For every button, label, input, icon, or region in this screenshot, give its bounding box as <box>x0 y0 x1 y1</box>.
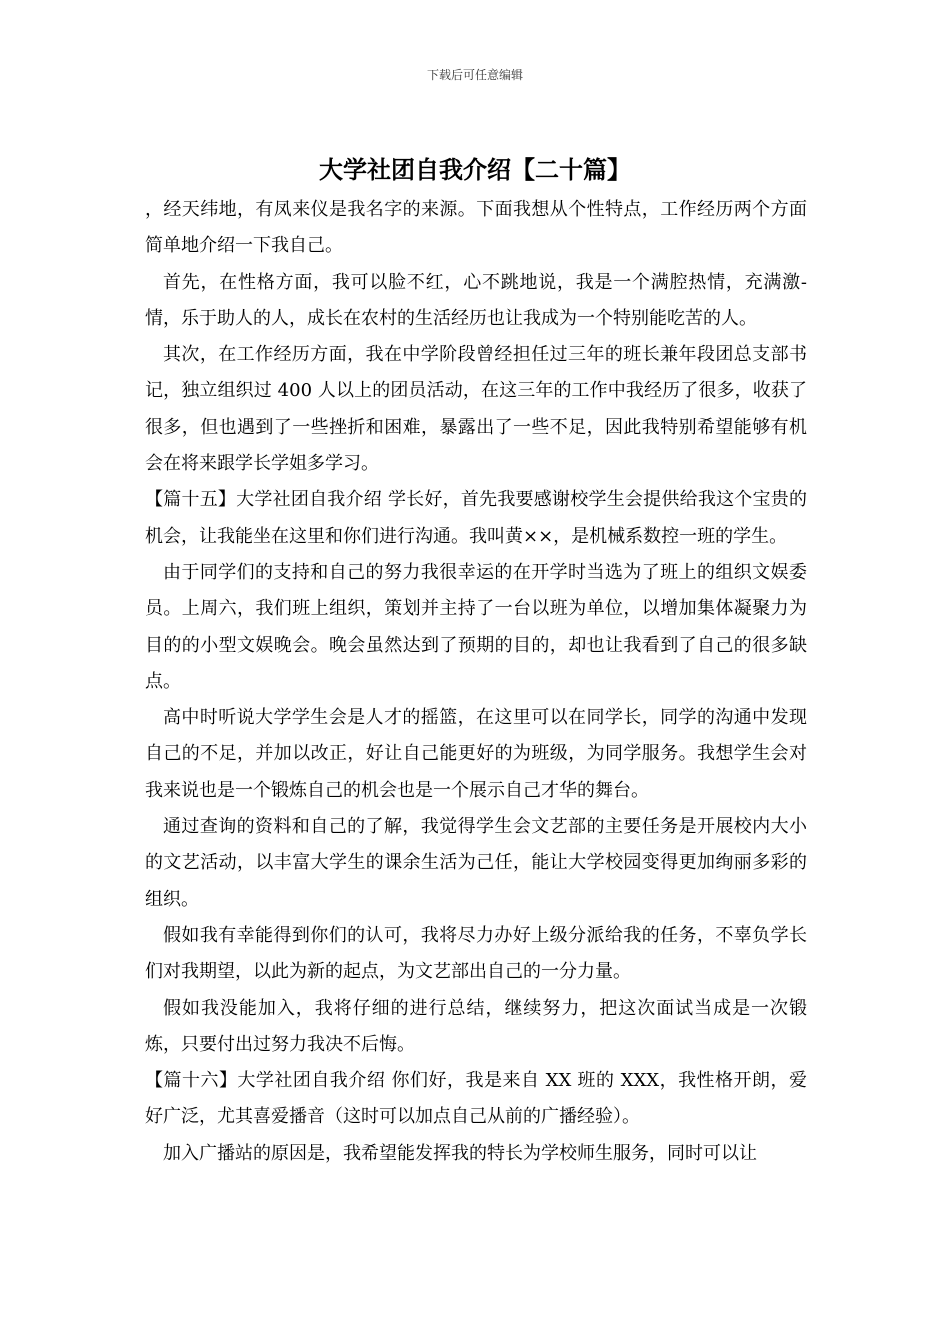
paragraph-5: 由于同学们的支持和自己的努力我很幸运的在开学时当选为了班上的组织文娱委员。上周六，我们班上组织，策划并主持了一台以班为单位，以增加集体凝聚力为目的的小型文娱晚会。晚会虽然达到了预期的目的，却也让我看到了自己的很多缺点。 <box>145 561 807 692</box>
paragraph-9: 假如我没能加入，我将仔细的进行总结，继续努力，把这次面试当成是一次锻炼，只要付出过努力我决不后悔。 <box>145 997 807 1055</box>
paragraph-4: 【篇十五】大学社团自我介绍 学长好，首先我要感谢校学生会提供给我这个宝贵的机会，让我能坐在这里和你们进行沟通。我叫黄××，是机械系数控一班的学生。 <box>145 489 807 547</box>
paragraph-7: 通过查询的资料和自己的了解，我觉得学生会文艺部的主要任务是开展校内大小的文艺活动，以丰富大学生的课余生活为己任，能让大学校园变得更加绚丽多彩的组织。 <box>145 816 807 910</box>
paragraph-2: 首先，在性格方面，我可以脸不红，心不跳地说，我是一个满腔热情，充满激-情，乐于助人的人，成长在农村的生活经历也让我成为一个特别能吃苦的人。 <box>145 271 807 329</box>
paragraph-1: ，经天纬地，有凤来仪是我名字的来源。下面我想从个性特点，工作经历两个方面简单地介绍一下我自己。 <box>145 199 807 257</box>
paragraph-10: 【篇十六】大学社团自我介绍 你们好，我是来自 XX 班的 XXX，我性格开朗，爱好广泛，尤其喜爱播音（这时可以加点自己从前的广播经验）。 <box>145 1070 807 1128</box>
document-body <box>145 192 807 1172</box>
paragraph-8: 假如我有幸能得到你们的认可，我将尽力办好上级分派给我的任务，不辜负学长们对我期望，以此为新的起点，为文艺部出自己的一分力量。 <box>145 924 807 983</box>
document-title: 大学社团自我介绍【二十篇】 <box>319 156 631 184</box>
paragraph-11: 加入广播站的原因是，我希望能发挥我的特长为学校师生服务，同时可以让 <box>163 1142 757 1164</box>
page-header-note: 下载后可任意编辑 <box>426 68 523 82</box>
paragraph-6: 高中时听说大学学生会是人才的摇篮，在这里可以在同学长，同学的沟通中发现自己的不足，并加以改正，好让自己能更好的为班级，为同学服务。我想学生会对我来说也是一个锻炼自己的机会也是一个展示自己才华的舞台。 <box>145 707 807 801</box>
paragraph-3: 其次，在工作经历方面，我在中学阶段曾经担任过三年的班长兼年段团总支部书记，独立组织过 400 人以上的团员活动，在这三年的工作中我经历了很多，收获了很多，但也遇到了一些挫折和困难，暴露出了一些不足，因此我特别希望能够有机会在将来跟学长学姐多学习。 <box>145 344 807 475</box>
